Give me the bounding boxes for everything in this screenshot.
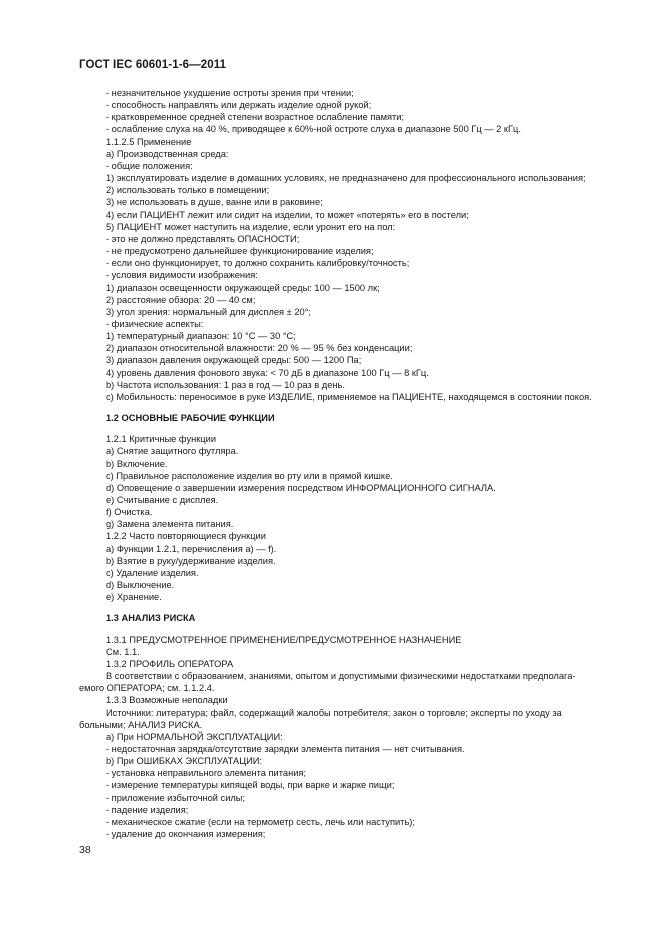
text-line: 3) диапазон давления окружающей среды: 500 — 1200 Па; bbox=[106, 355, 362, 366]
text-line: - установка неправильного элемента питания; bbox=[106, 768, 307, 779]
text-line: - ослабление слуха на 40 %, приводящее к 60%-ной остроте слуха в диапазоне 500 Гц — 2 кГц. bbox=[106, 124, 521, 135]
page-header: ГОСТ IEC 60601-1-6—2011 bbox=[79, 59, 227, 71]
text-line: c) Удаление изделия. bbox=[106, 567, 199, 578]
text-line: 3) не использовать в душе, ванне или в раковине; bbox=[106, 197, 323, 208]
text-line: 1) температурный диапазон: 10 °C — 30 °C; bbox=[106, 331, 296, 342]
text-line: - измерение температуры кипящей воды, при варке и жарке пищи; bbox=[106, 780, 395, 791]
text-line: - приложение избыточной силы; bbox=[106, 792, 246, 803]
text-line: f) Очистка. bbox=[106, 507, 153, 518]
text-line: - незначительное ухудшение остроты зрения при чтении; bbox=[106, 88, 354, 98]
page-number: 38 bbox=[79, 844, 91, 856]
section-heading-1-2: 1.2 ОСНОВНЫЕ РАБОЧИЕ ФУНКЦИИ bbox=[106, 413, 275, 424]
text-line: c) Мобильность: переносимое в руке ИЗДЕЛИЕ, применяемое на ПАЦИЕНТЕ, находящемся в состоянии покоя. bbox=[106, 391, 592, 402]
text-line: 5) ПАЦИЕНТ может наступить на изделие, если уронит его на пол: bbox=[106, 221, 396, 232]
text-line: 1.3.3 Возможные неполадки bbox=[106, 695, 228, 706]
text-line: 1.2.2 Часто повторяющиеся функции bbox=[106, 531, 266, 542]
text-line: больными; АНАЛИЗ РИСКА. bbox=[79, 719, 203, 730]
text-line: Источники: литература; файл, содержащий жалобы потребителя; закон о торговле; эксперты по уходу за bbox=[106, 707, 562, 718]
text-line: g) Замена элемента питания. bbox=[106, 519, 234, 530]
text-line: 2) расстояние обзора: 20 — 40 см; bbox=[106, 294, 256, 305]
text-line: - удаление до окончания измерения; bbox=[106, 829, 266, 840]
text-line: a) Производственная среда: bbox=[106, 148, 229, 159]
text-line: d) Оповещение о завершении измерения посредством ИНФОРМАЦИОННОГО СИГНАЛА. bbox=[106, 482, 496, 493]
text-line: В соответствии с образованием, знаниями, опытом и допустимыми физическими недостатками предполага- bbox=[106, 671, 576, 682]
text-line: 1.3.1 ПРЕДУСМОТРЕННОЕ ПРИМЕНЕНИЕ/ПРЕДУСМОТРЕННОЕ НАЗНАЧЕНИЕ bbox=[106, 634, 462, 645]
text-line: 4) если ПАЦИЕНТ лежит или сидит на изделии, то может «потерять» его в постели; bbox=[106, 209, 469, 220]
text-line: 2) диапазон относительной влажности: 20 % — 95 % без конденсации; bbox=[106, 343, 413, 354]
text-line: 1) диапазон освещенности окружающей среды: 100 — 1500 лк; bbox=[106, 282, 380, 293]
text-line: - условия видимости изображения: bbox=[106, 270, 258, 281]
text-line: 1) эксплуатировать изделие в домашних условиях, не предназначено для профессионального использования; bbox=[106, 173, 586, 184]
document-body bbox=[79, 87, 613, 840]
text-line: емого ОПЕРАТОРА; см. 1.1.2.4. bbox=[79, 683, 215, 694]
text-line: a) Снятие защитного футляра. bbox=[106, 446, 239, 457]
text-line: 4) уровень давления фонового звука: < 70 дБ в диапазоне 100 Гц — 8 кГц. bbox=[106, 367, 429, 378]
text-line: d) Выключение. bbox=[106, 580, 175, 591]
text-line: 1.3.2 ПРОФИЛЬ ОПЕРАТОРА bbox=[106, 658, 234, 669]
text-line: - недостаточная зарядка/отсутствие зарядки элемента питания — нет считывания. bbox=[106, 743, 465, 754]
text-line: b) Взятие в руку/удерживание изделия. bbox=[106, 555, 276, 566]
text-line: 1.2.1 Критичные функции bbox=[106, 434, 217, 445]
section-heading-1-3: 1.3 АНАЛИЗ РИСКА bbox=[106, 613, 196, 624]
text-line: - если оно функционирует, то должно сохранить калибровку/точность; bbox=[106, 258, 410, 269]
text-line: b) Частота использования: 1 раз в год — 10 раз в день. bbox=[106, 379, 345, 390]
text-line: См. 1.1. bbox=[106, 646, 140, 657]
text-line: b) Включение. bbox=[106, 458, 168, 469]
text-line: 1.1.2.5 Применение bbox=[106, 136, 192, 147]
text-line: - физические аспекты: bbox=[106, 318, 204, 329]
text-line: - падение изделия; bbox=[106, 804, 189, 815]
text-line: 3) угол зрения: нормальный для дисплея ± 20°; bbox=[106, 306, 311, 317]
text-line: - это не должно представлять ОПАСНОСТИ; bbox=[106, 233, 300, 244]
text-line: - способность направлять или держать изделие одной рукой; bbox=[106, 100, 372, 111]
text-line: c) Правильное расположение изделия во рту или в прямой кишке. bbox=[106, 470, 393, 481]
text-line: - не предусмотрено дальнейшее функционирование изделия; bbox=[106, 246, 374, 257]
text-line: - общие положения: bbox=[106, 160, 193, 171]
text-line: e) Считывание с дисплея. bbox=[106, 495, 219, 505]
text-line: a) При НОРМАЛЬНОЙ ЭКСПЛУАТАЦИИ: bbox=[106, 731, 283, 742]
text-line: 2) использовать только в помещении; bbox=[106, 185, 270, 196]
text-line: b) При ОШИБКАХ ЭКСПЛУАТАЦИИ: bbox=[106, 756, 263, 767]
text-line: e) Хранение. bbox=[106, 592, 162, 603]
text-line: - механическое сжатие (если на термометр сесть, лечь или наступить); bbox=[106, 816, 415, 827]
text-line: a) Функции 1.2.1, перечисления a) — f). bbox=[106, 543, 277, 554]
text-line: - кратковременное средней степени возрастное ослабление памяти; bbox=[106, 112, 405, 123]
